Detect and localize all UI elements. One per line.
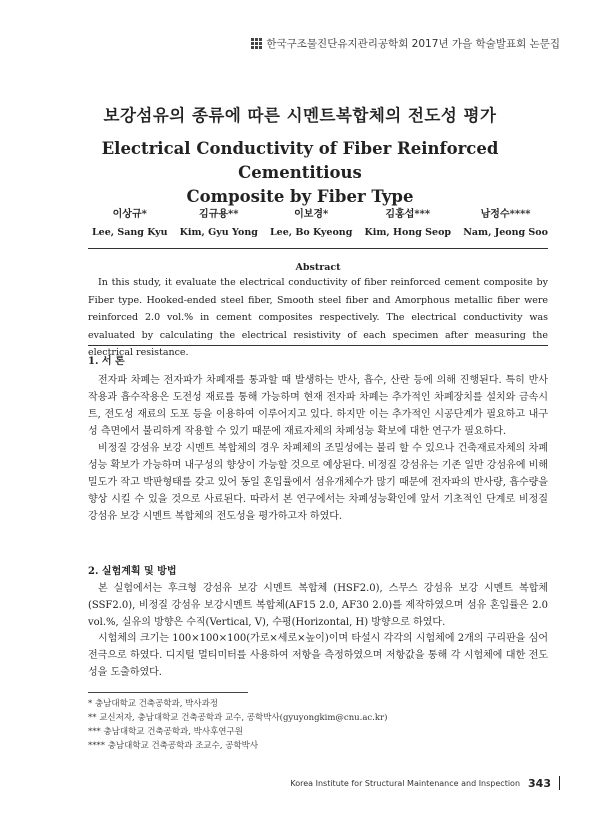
author-korean-name: 이보경* bbox=[294, 209, 329, 220]
abstract-text: In this study, it evaluate the electrical conductivity of fiber reinforced cement composite by Fiber type. Hooked-ended steel fiber, Smooth steel fiber and Amorphous metallic fiber were reinforced 2.0 vol.% in cement composites respectively. The electrical conductivity was evaluated by calculating the electrical resistivity of each specimen after measuring the electrical resistance. bbox=[88, 277, 548, 358]
title-english-line2: Composite by Fiber Type bbox=[186, 187, 414, 206]
author-list bbox=[92, 206, 548, 242]
body-paragraph: 시험체의 크기는 100×100×100(가로×세로×높이)이며 타설시 각각의 시험체에 2개의 구리판을 심어 전극으로 하였다. 디지털 멀티미터를 사용하여 저항을 측정하였으며 저항값을 통해 각 시험체에 대한 전도성을 도출하였다. bbox=[88, 633, 548, 678]
journal-name: 한국구조물진단유지관리공학회 2017년 가을 학술발표회 논문집 bbox=[266, 38, 560, 50]
footer-divider bbox=[559, 776, 560, 790]
author-korean-name: 김홍섭*** bbox=[385, 209, 431, 220]
title-korean: 보강섬유의 종류에 따른 시멘트복합체의 전도성 평가 bbox=[103, 106, 497, 125]
section-heading-methods: 2. 실험계획 및 방법 bbox=[88, 566, 177, 577]
author bbox=[180, 206, 258, 242]
author-korean-name: 남정수**** bbox=[480, 209, 531, 220]
divider bbox=[88, 248, 548, 249]
author bbox=[270, 206, 352, 242]
body-paragraph: 본 실험에서는 후크형 강섬유 보강 시멘트 복합체 (HSF2.0), 스무스 강섬유 보강 시멘트 복합체(SSF2.0), 비정질 강섬유 보강시멘트 복합체(AF15 2.0, AF30 2.0)를 제작하였으며 섬유 혼입률은 2.0 vol.%, 실유의 방향은 수직(Vertical, V), 수평(Horizontal, H) 방향으로 하였다. bbox=[88, 583, 548, 628]
author-korean-name: 이상규* bbox=[112, 209, 147, 220]
author bbox=[463, 206, 548, 242]
author-english-name: Lee, Sang Kyu bbox=[92, 227, 168, 238]
footnote-divider bbox=[88, 692, 248, 693]
author-english-name: Kim, Hong Seop bbox=[364, 227, 452, 238]
footnote: ** 교신저자, 충남대학교 건축공학과 교수, 공학박사(gyuyongkim@cnu.ac.kr) bbox=[88, 713, 388, 723]
title-english-line1: Electrical Conductivity of Fiber Reinforced Cementitious bbox=[101, 139, 499, 182]
author-english-name: Kim, Gyu Yong bbox=[179, 227, 258, 238]
page-number: 343 bbox=[528, 776, 551, 790]
footnote: * 충남대학교 건축공학과, 박사과정 bbox=[88, 699, 219, 709]
footnote: *** 충남대학교 건축공학과, 박사후연구원 bbox=[88, 727, 243, 737]
title-english bbox=[60, 137, 540, 209]
body-paragraph: 전자파 차폐는 전자파가 차폐재를 통과할 때 발생하는 반사, 흡수, 산란 등에 의해 진행된다. 특히 반사작용과 흡수작용은 도전성 재료를 통해 가능하며 현재 전자파 차폐는 추가적인 차폐장치를 설치와 금속시트, 전도성 재료의 도포 등을 이용하여 이루어지고 있다. 하지만 이는 추가적인 시공단계가 필요하고 내구성 측면에서 불리하게 작용할 수 있기 때문에 재료자체의 차폐성능 확보에 대한 연구가 필요하다. bbox=[88, 375, 548, 437]
divider bbox=[88, 345, 548, 346]
author bbox=[364, 206, 451, 242]
abstract-heading: Abstract bbox=[295, 262, 341, 273]
body-paragraph: 비정질 강섬유 보강 시멘트 복합체의 경우 차폐체의 조밀성에는 불리 할 수 있으나 건축재료자체의 차폐성능 확보가 가능하며 내구성의 향상이 가능할 것으로 예상된다. 비정질 강섬유는 기존 일반 강섬유에 비해 밀도가 작고 박판형태를 갖고 있어 동일 혼입률에서 섬유개체수가 많기 때문에 전자파의 반사량, 흡수량을 향상 시킬 수 있을 것으로 사료된다. 따라서 본 연구에서는 차폐성능확인에 앞서 기초적인 단계로 비정질 강섬유 보강 시멘트 복합체의 전도성을 평가하고자 하였다. bbox=[88, 443, 548, 522]
author-english-name: Lee, Bo Kyeong bbox=[270, 227, 353, 238]
author-english-name: Nam, Jeong Soo bbox=[463, 227, 548, 238]
footnote: **** 충남대학교 건축공학과 조교수, 공학박사 bbox=[88, 741, 259, 751]
grid-icon bbox=[251, 38, 262, 49]
section-heading-introduction: 1. 서 론 bbox=[88, 356, 125, 367]
journal-header bbox=[251, 36, 560, 51]
page-footer bbox=[290, 776, 560, 790]
footer-institute: Korea Institute for Structural Maintenance and Inspection bbox=[290, 778, 521, 788]
author-korean-name: 김규용** bbox=[199, 209, 239, 220]
footnotes bbox=[88, 697, 548, 753]
author bbox=[92, 206, 168, 242]
